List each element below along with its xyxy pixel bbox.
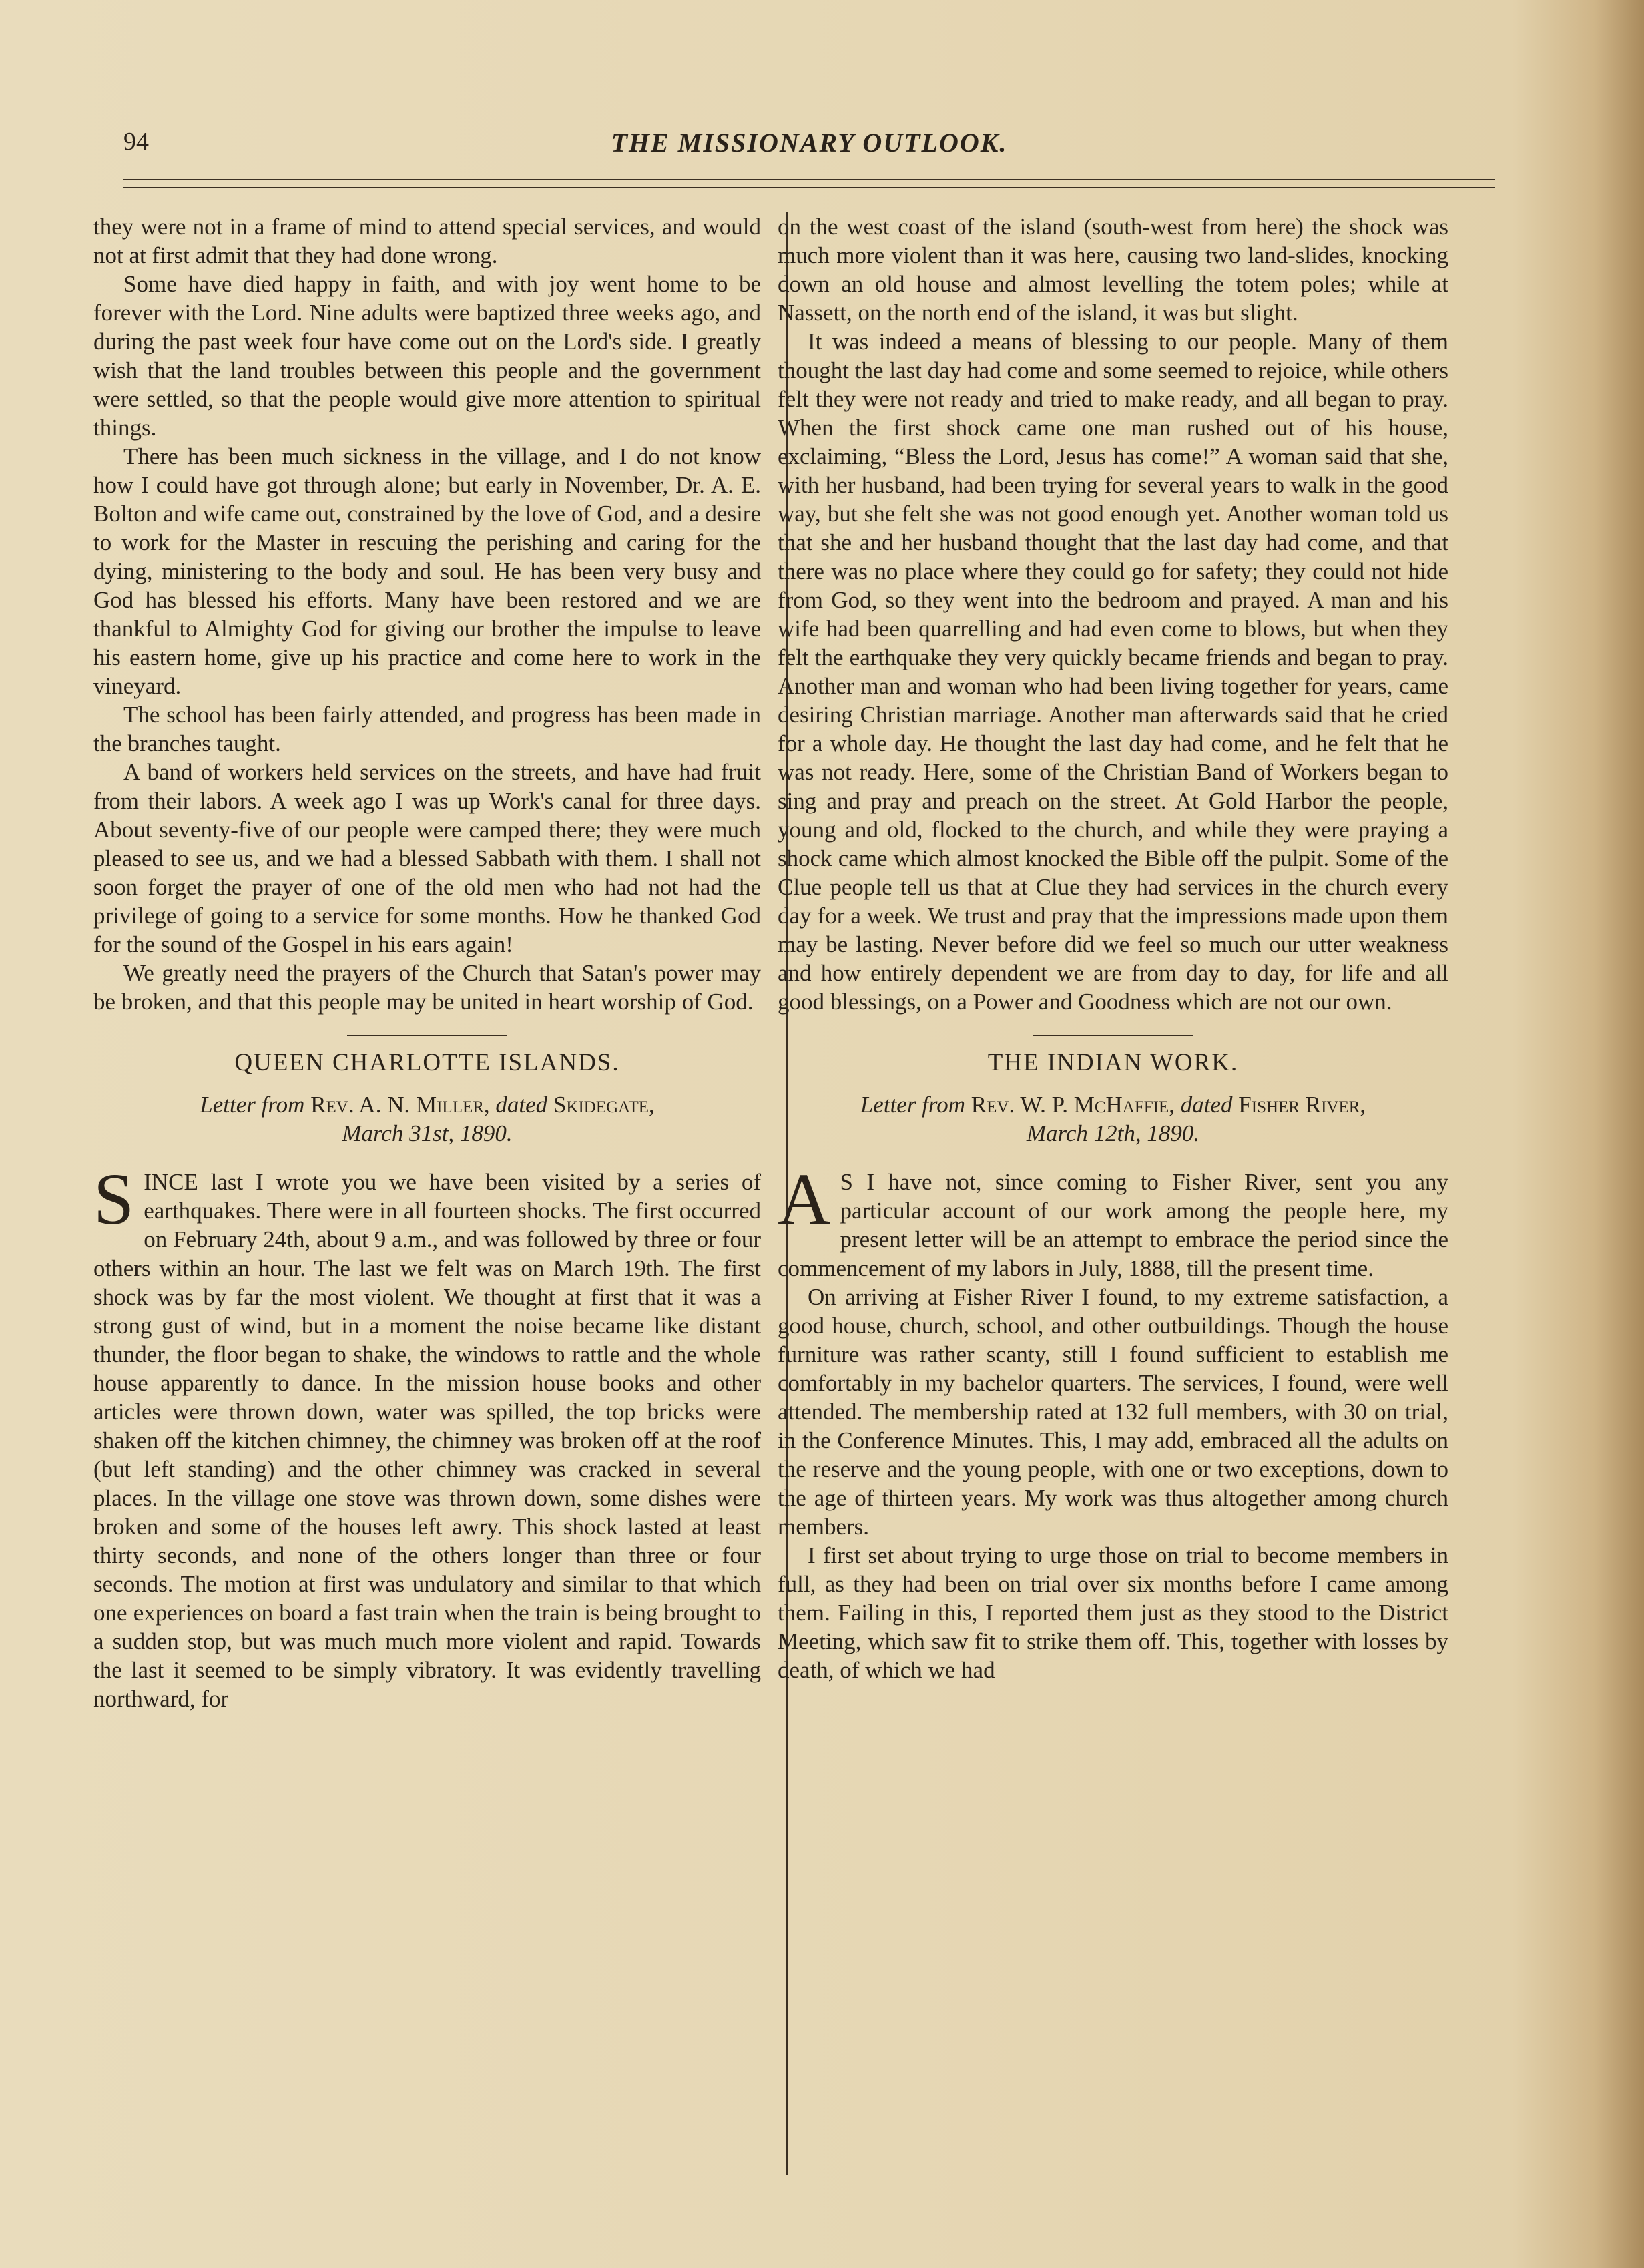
paragraph: A band of workers held services on the streets, and have had fruit from their labors. A week ago I was up Work's canal for three days. About seventy-five of our people were camped there; they were much pleased to see us, and we had a blessed Sabbath with them. I shall not soon forget the prayer of one of the old men who had not had the privilege of going to a service for some months. How he thanked God for the sound of the Gospel in his ears again! (93, 759, 761, 957)
page-number: 94 (123, 128, 149, 156)
section-title: THE INDIAN WORK. (987, 1049, 1239, 1076)
byline-date: March 31st, 1890. (342, 1120, 513, 1146)
paragraph: The school has been fairly attended, and progress has been made in the branches taught. (93, 702, 761, 756)
letter-byline (778, 1090, 1448, 1148)
byline-place: Skidegate, (553, 1092, 655, 1118)
byline-author: Rev. A. N. Miller, (310, 1092, 490, 1118)
paragraph: I first set about trying to urge those on trial to become members in full, as they had been on trial over six months before I came among them. Failing in this, I reported them just as they stood to the District Meeting, which saw fit to strike them off. This, together with losses by death, of which we had (778, 1542, 1448, 1683)
running-title: THE MISSIONARY OUTLOOK. (611, 128, 1008, 158)
drop-cap: S (93, 1158, 135, 1240)
paragraph-text: INCE last I wrote you we have been visited by a series of earthquakes. There were in all fourteen shocks. The first occurred on February 24th, about 9 a.m., and was followed by three or four others within an hour. The last we felt was on March 19th. The first shock was by far the most violent. We thought at first that it was a strong gust of wind, but in a moment the noise became like distant thunder, the floor began to shake, the windows to rattle and the whole house apparently to dance. In the mission house books and other articles were thrown down, water was spilled, the top bricks were shaken off the kitchen chimney, the chimney was broken off at the roof (but left standing) and the other chimney was cracked in several places. In the village one stove was thrown down, some dishes were broken and some of the houses left awry. This shock lasted at least thirty seconds, and none of the others longer than three or four seconds. The motion at first was undulatory and similar to that which one experiences on board a fast train when the train is being brought to a sudden stop, but was much much more violent and rapid. Towards the last it seemed to be simply vibratory. It was evidently travelling northward, for (93, 1169, 761, 1712)
section-rule (347, 1035, 507, 1036)
byline-author: Rev. W. P. McHaffie, (971, 1092, 1175, 1118)
paragraph: There has been much sickness in the village, and I do not know how I could have got through alone; but early in November, Dr. A. E. Bolton and wife came out, constrained by the love of God, and a desire to work for the Master in rescuing the perishing and caring for the dying, ministering to the body and soul. He has been very busy and God has blessed his efforts. Many have been restored and we are thankful to Almighty God for giving our brother the impulse to leave his eastern home, give up his practice and come here to work in the vineyard. (93, 443, 761, 699)
paragraph: We greatly need the prayers of the Church that Satan's power may be broken, and that this people may be united in heart worship of God. (93, 960, 761, 1015)
letter-byline (93, 1090, 761, 1148)
header-rule-thin (123, 187, 1495, 188)
byline-dated: dated (1180, 1092, 1233, 1118)
byline-dated: dated (495, 1092, 548, 1118)
section-rule (1033, 1035, 1193, 1036)
left-column (93, 212, 761, 1713)
header-rule (123, 179, 1495, 180)
paragraph: It was indeed a means of blessing to our people. Many of them thought the last day had come and some seemed to rejoice, while others felt they were not ready and tried to make ready, and all began to pray. When the first shock came one man rushed out of his house, exclaiming, “Bless the Lord, Jesus has come!” A woman said that she, with her husband, had been trying for several years to walk in the good way, but she felt she was not good enough yet. Another woman told us that she and her husband thought that the last day had come, and that there was no place where they could go for safety; they could not hide from God, so they went into the bedroom and prayed. A man and his wife had been quarrelling and had even come to blows, but when they felt the earthquake they very quickly became friends and began to pray. Another man and woman who had been living together for years, came desiring Christian marriage. Another man afterwards said that he cried for a whole day. He thought the last day had come, and he felt that he was not ready. Here, some of the Christian Band of Workers began to sing and pray and preach on the street. At Gold Harbor the people, young and old, flocked to the church, and while they were praying a shock came which almost knocked the Bible off the pulpit. Some of the Clue people tell us that at Clue they had services in the church every day for a week. We trust and pray that the impressions made upon them may be lasting. Never before did we feel so much our utter weakness and how entirely dependent we are from day to day, for life and all good blessings, on a Power and Goodness which are not our own. (778, 328, 1448, 1015)
section-title: QUEEN CHARLOTTE ISLANDS. (234, 1049, 620, 1076)
byline-place: Fisher River, (1238, 1092, 1366, 1118)
byline-prefix: Letter from (860, 1092, 966, 1118)
byline-date: March 12th, 1890. (1026, 1120, 1200, 1146)
right-column (778, 212, 1448, 1684)
page-header (123, 127, 1495, 167)
paragraph (778, 1158, 1448, 1283)
paragraph (93, 1158, 761, 1713)
paragraph: On arriving at Fisher River I found, to my extreme satisfaction, a good house, church, school, and other outbuildings. Though the house furniture was rather scanty, still I found sufficient to establish me comfortably in my bachelor quarters. The services, I found, were well attended. The membership rated at 132 full members, with 30 on trial, in the Conference Minutes. This, I may add, embraced all the adults on the reserve and the young people, with one or two exceptions, down to the age of thirteen years. My work was thus altogether among church members. (778, 1284, 1448, 1540)
paragraph: Some have died happy in faith, and with joy went home to be forever with the Lord. Nine adults were baptized three weeks ago, and during the past week four have come out on the Lord's side. I greatly wish that the land troubles between this people and the government were settled, so that the people would give more attention to spiritual things. (93, 271, 761, 441)
byline-prefix: Letter from (200, 1092, 305, 1118)
paragraph: they were not in a frame of mind to attend special services, and would not at first admit that they had done wrong. (93, 214, 761, 268)
drop-cap: A (778, 1158, 831, 1240)
paragraph: on the west coast of the island (south-west from here) the shock was much more violent than it was here, causing two land-slides, knocking down an old house and almost levelling the totem poles; while at Nassett, on the north end of the island, it was but slight. (778, 214, 1448, 326)
paragraph-text: S I have not, since coming to Fisher River, sent you any particular account of our work among the people here, my present letter will be an attempt to embrace the period since the commencement of my labors in July, 1888, till the present time. (778, 1169, 1448, 1281)
